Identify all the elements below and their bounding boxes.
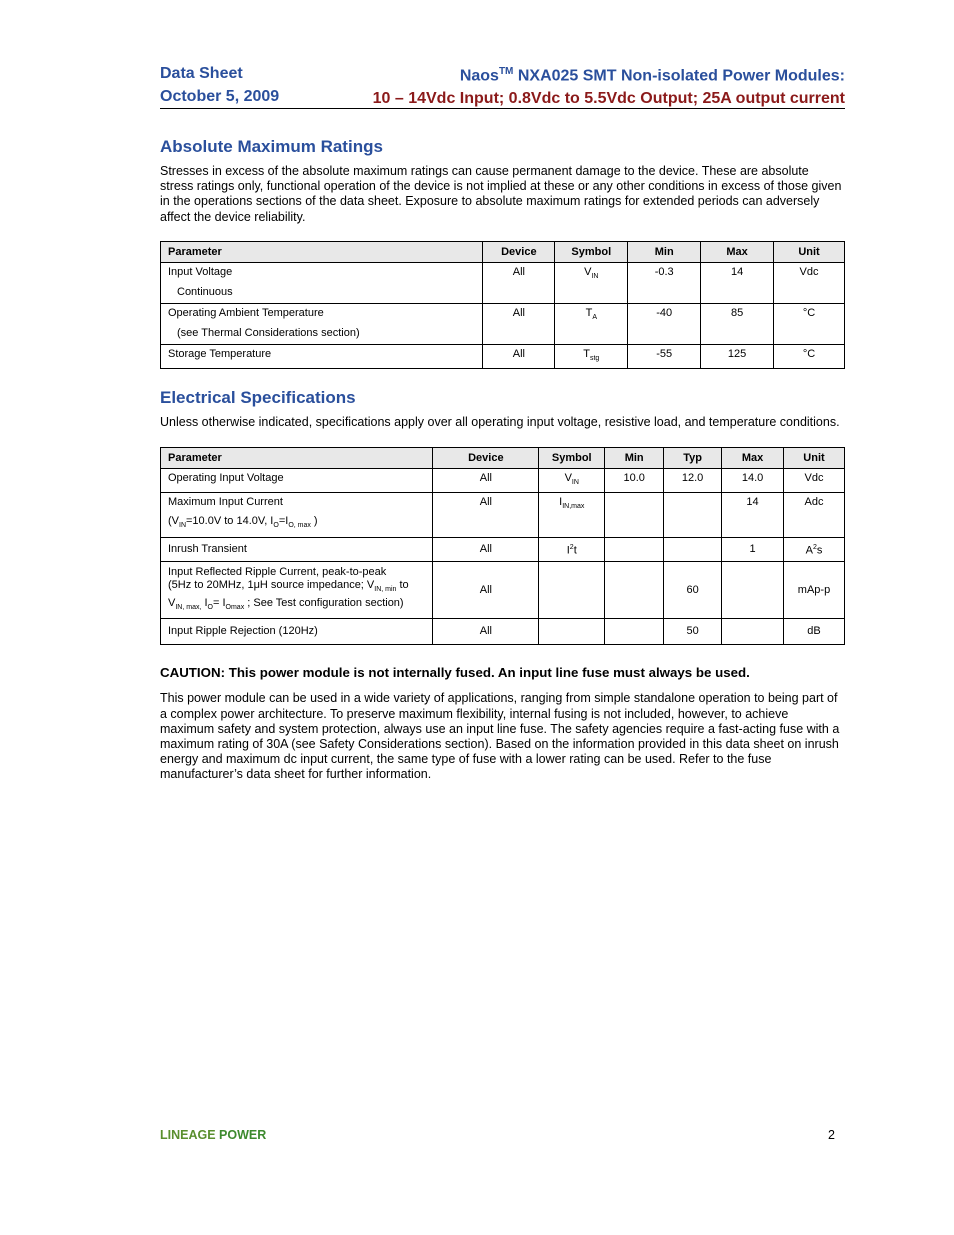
abs-max-intro: Stresses in excess of the absolute maximum ratings can cause permanent damage to the device. These are absolute stress ratings only, functional operation of the device is not implied at these or any other conditions in excess of those given in the operations sections of the data sheet. Exposure to absolute maximum ratings for extended periods can adversely affect the device reliability. <box>160 164 842 224</box>
symbol-cell <box>539 469 605 493</box>
symbol-cell <box>539 561 605 619</box>
col-unit: Unit <box>774 241 845 262</box>
col-min: Min <box>605 448 664 469</box>
typ-cell: 12.0 <box>664 469 722 493</box>
device-cell: All <box>433 493 539 537</box>
symbol-sub: IN,max <box>562 503 585 511</box>
doc-date: October 5, 2009 <box>160 88 280 105</box>
device-cell: All <box>433 469 539 493</box>
symbol-sub: stg <box>589 355 600 362</box>
abs-max-title: Absolute Maximum Ratings <box>160 137 383 156</box>
table-row <box>161 262 845 303</box>
table-row <box>161 344 845 368</box>
col-min: Min <box>628 241 701 262</box>
page-header <box>160 58 845 109</box>
param-cell: Input Ripple Rejection (120Hz) <box>161 619 433 645</box>
symbol-rest: t <box>573 544 577 557</box>
product-title <box>373 60 845 87</box>
col-typ: Typ <box>664 448 722 469</box>
param-cell: Inrush Transient <box>161 537 433 561</box>
min-cell: -55 <box>628 344 701 368</box>
unit-sup: 2 <box>812 543 817 551</box>
device-cell: All <box>433 537 539 561</box>
cond-text: to <box>396 579 409 592</box>
elec-spec-intro: Unless otherwise indicated, specifications apply over all operating input voltage, resistive load, and temperature conditions. <box>160 415 840 429</box>
max-cell: 125 <box>701 344 774 368</box>
cond-sub: IN <box>179 522 186 530</box>
col-symbol: Symbol <box>555 241 628 262</box>
symbol-cell <box>555 303 628 344</box>
typ-cell <box>664 537 722 561</box>
caution-notice: CAUTION: This power module is not internally fused. An input line fuse must always be used. <box>160 665 750 681</box>
param-cell <box>161 262 483 303</box>
elec-spec-table <box>160 447 845 645</box>
col-unit: Unit <box>784 448 845 469</box>
cond-text: = I <box>212 596 226 609</box>
cond-sub: O <box>273 522 279 530</box>
fuse-paragraph: This power module can be used in a wide variety of applications, ranging from simple standalone operation to being part of a complex power architecture. To preserve maximum flexibility, internal fusing is not included, however, to achieve maximum safety and system protection, always use an input line fuse. The safety agencies require a fast-acting fuse with a maximum rating of 30A (see Safety Considerations section). Based on the information provided in this data sheet on inrush energy and maximum dc input current, the same type of fuse with a lower rating can be used. Refer to the fuse manufacturer’s data sheet for further information. <box>160 691 840 782</box>
param-condition <box>168 514 425 533</box>
unit-text: s <box>816 544 823 557</box>
cond-sub: O, max <box>288 522 311 530</box>
param-condition: (see Thermal Considerations section) <box>177 326 360 339</box>
unit-cell: Adc <box>784 493 845 537</box>
param-name: Input Reflected Ripple Current, peak-to-peak <box>168 565 387 578</box>
col-symbol: Symbol <box>539 448 605 469</box>
device-cell: All <box>433 619 539 645</box>
page <box>160 58 845 783</box>
cond-sub: O <box>207 603 213 611</box>
table-row <box>161 537 845 561</box>
table-header-row <box>161 241 845 262</box>
symbol-sub: IN <box>591 273 599 280</box>
symbol: I <box>559 496 563 509</box>
symbol-sub: A <box>592 314 597 321</box>
max-cell: 1 <box>722 537 784 561</box>
symbol-cell <box>539 537 605 561</box>
symbol: I <box>566 544 570 557</box>
min-cell: 10.0 <box>605 469 664 493</box>
brand-lineage: LINEAGE <box>160 1128 216 1142</box>
max-cell <box>722 619 784 645</box>
typ-cell: 60 <box>664 561 722 619</box>
symbol: T <box>583 347 590 360</box>
col-device: Device <box>483 241 555 262</box>
device-cell: All <box>483 303 555 344</box>
unit-cell: °C <box>774 303 845 344</box>
param-condition <box>168 579 425 597</box>
param-cell: Storage Temperature <box>161 344 483 368</box>
cond-text: ) <box>310 515 318 528</box>
device-cell: All <box>483 262 555 303</box>
typ-cell: 50 <box>664 619 722 645</box>
symbol-cell <box>539 493 605 537</box>
elec-spec-title: Electrical Specifications <box>160 388 356 407</box>
unit-cell: mAp-p <box>784 561 845 619</box>
table-header-row <box>161 448 845 469</box>
param-cell: Operating Input Voltage <box>161 469 433 493</box>
footer-brand <box>160 1128 266 1142</box>
abs-max-table <box>160 241 845 369</box>
header-right <box>373 60 845 110</box>
min-cell <box>605 561 664 619</box>
col-device: Device <box>433 448 539 469</box>
symbol-sub: IN <box>571 479 579 487</box>
cond-sub: IN, min <box>374 586 397 594</box>
symbol-cell <box>555 344 628 368</box>
page-number: 2 <box>828 1128 835 1142</box>
param-name: Operating Ambient Temperature <box>168 306 324 319</box>
brand-power: POWER <box>215 1128 267 1142</box>
product-name: NXA025 SMT Non-isolated Power Modules: <box>513 67 845 85</box>
product-brand: Naos <box>459 67 499 85</box>
cond-text: (5Hz to 20MHz, 1μH source impedance; V <box>168 579 375 592</box>
param-condition: Continuous <box>177 285 233 298</box>
symbol: V <box>564 472 572 485</box>
col-max: Max <box>701 241 774 262</box>
col-parameter: Parameter <box>161 241 483 262</box>
param-name: Maximum Input Current <box>168 496 283 509</box>
min-cell: -40 <box>628 303 701 344</box>
col-parameter: Parameter <box>161 448 433 469</box>
unit-cell <box>784 537 845 561</box>
min-cell <box>605 619 664 645</box>
min-cell <box>605 537 664 561</box>
symbol-cell <box>555 262 628 303</box>
param-name: Input Voltage <box>168 265 233 278</box>
max-cell: 85 <box>701 303 774 344</box>
unit-text: A <box>805 544 813 557</box>
table-row <box>161 303 845 344</box>
unit-cell: dB <box>784 619 845 645</box>
cond-text: V <box>168 596 176 609</box>
table-row <box>161 469 845 493</box>
min-cell: -0.3 <box>628 262 701 303</box>
device-cell: All <box>483 344 555 368</box>
cond-text: (V <box>168 515 179 528</box>
unit-cell: °C <box>774 344 845 368</box>
cond-sub: IN, max, <box>175 603 202 611</box>
param-condition <box>168 597 425 615</box>
cond-text: =10.0V to 14.0V, I <box>186 515 274 528</box>
symbol-cell <box>539 619 605 645</box>
param-cell <box>161 493 433 537</box>
symbol: V <box>584 265 592 278</box>
symbol: T <box>585 306 593 319</box>
max-cell: 14.0 <box>722 469 784 493</box>
trademark: TM <box>498 66 514 77</box>
param-cell <box>161 303 483 344</box>
device-cell: All <box>433 561 539 619</box>
product-subtitle: 10 – 14Vdc Input; 0.8Vdc to 5.5Vdc Output; 25A output current <box>372 90 845 108</box>
param-cell <box>161 561 433 619</box>
table-row <box>161 493 845 537</box>
max-cell <box>722 561 784 619</box>
symbol-sup: 2 <box>569 543 574 551</box>
table-row <box>161 619 845 645</box>
cond-text: I <box>201 596 208 609</box>
max-cell: 14 <box>722 493 784 537</box>
cond-text: ; See Test configuration section) <box>244 596 404 609</box>
cond-text: =I <box>278 515 289 528</box>
doc-type: Data Sheet <box>160 65 243 82</box>
unit-cell: Vdc <box>774 262 845 303</box>
table-row <box>161 561 845 619</box>
cond-sub: Omax <box>225 603 245 611</box>
typ-cell <box>664 493 722 537</box>
header-left <box>160 62 279 108</box>
min-cell <box>605 493 664 537</box>
unit-cell: Vdc <box>784 469 845 493</box>
col-max: Max <box>722 448 784 469</box>
max-cell: 14 <box>701 262 774 303</box>
